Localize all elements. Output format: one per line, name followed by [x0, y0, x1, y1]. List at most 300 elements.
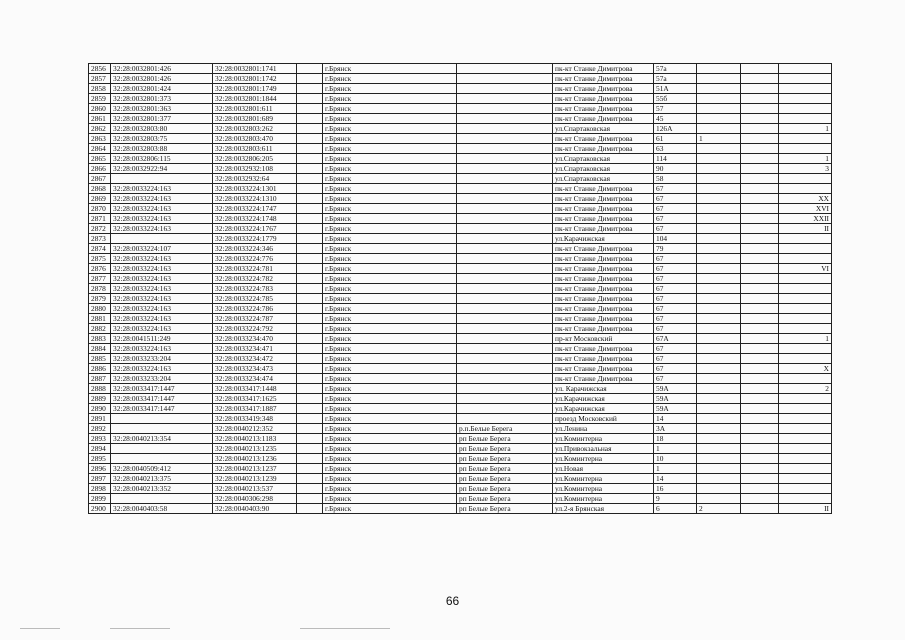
- blank-cell-cell: [297, 444, 323, 454]
- building-cell: [697, 334, 741, 344]
- parcel-cadastral-number-cell: 32:28:0033224:163: [111, 364, 213, 374]
- building-cell: [697, 74, 741, 84]
- apartment-cell: [779, 424, 832, 434]
- locality-cell: рп Белые Берега: [457, 464, 553, 474]
- building-cell: 2: [697, 504, 741, 514]
- row-number-cell: 2857: [89, 74, 111, 84]
- row-number-cell: 2881: [89, 314, 111, 324]
- table-row: [89, 274, 832, 284]
- apartment-cell: [779, 114, 832, 124]
- blank-cell-cell: [297, 404, 323, 414]
- street-cell: пк-кт Станке Димитрова: [553, 144, 654, 154]
- apartment-cell: [779, 244, 832, 254]
- house-number-cell: 67: [654, 254, 697, 264]
- city-cell: г.Брянск: [323, 244, 457, 254]
- locality-cell: [457, 414, 553, 424]
- city-cell: г.Брянск: [323, 264, 457, 274]
- apartment-cell: [779, 404, 832, 414]
- locality-cell: [457, 364, 553, 374]
- locality-cell: [457, 294, 553, 304]
- table-row: [89, 114, 832, 124]
- street-cell: пк-кт Станке Димитрова: [553, 284, 654, 294]
- street-cell: ул.Спартаковская: [553, 154, 654, 164]
- city-cell: г.Брянск: [323, 204, 457, 214]
- building-cell: [697, 194, 741, 204]
- locality-cell: [457, 264, 553, 274]
- blank-cell-cell: [297, 374, 323, 384]
- object-cadastral-number-cell: 32:28:0033224:792: [213, 324, 297, 334]
- blank-cell-cell: [297, 124, 323, 134]
- parcel-cadastral-number-cell: 32:28:0033417:1447: [111, 404, 213, 414]
- table-row: [89, 304, 832, 314]
- apartment-cell: [779, 394, 832, 404]
- locality-cell: [457, 324, 553, 334]
- table-row: [89, 444, 832, 454]
- table-row: [89, 294, 832, 304]
- locality-cell: [457, 384, 553, 394]
- table-row: [89, 364, 832, 374]
- blank-cell-cell: [297, 384, 323, 394]
- locality-cell: [457, 274, 553, 284]
- parcel-cadastral-number-cell: 32:28:0033233:204: [111, 354, 213, 364]
- blank-cell-cell: [297, 114, 323, 124]
- structure-cell: [741, 434, 779, 444]
- apartment-cell: [779, 304, 832, 314]
- house-number-cell: 67: [654, 214, 697, 224]
- parcel-cadastral-number-cell: [111, 234, 213, 244]
- object-cadastral-number-cell: 32:28:0033417:1625: [213, 394, 297, 404]
- apartment-cell: II: [779, 504, 832, 514]
- row-number-cell: 2883: [89, 334, 111, 344]
- structure-cell: [741, 134, 779, 144]
- parcel-cadastral-number-cell: [111, 454, 213, 464]
- house-number-cell: 45: [654, 114, 697, 124]
- city-cell: г.Брянск: [323, 454, 457, 464]
- object-cadastral-number-cell: 32:28:0033224:783: [213, 284, 297, 294]
- structure-cell: [741, 384, 779, 394]
- house-number-cell: 114: [654, 154, 697, 164]
- structure-cell: [741, 494, 779, 504]
- object-cadastral-number-cell: 32:28:0032801:1741: [213, 64, 297, 74]
- blank-cell-cell: [297, 284, 323, 294]
- table-row: [89, 84, 832, 94]
- object-cadastral-number-cell: 32:28:0033224:786: [213, 304, 297, 314]
- page-number: 66: [445, 594, 460, 608]
- locality-cell: р.п.Белые Берега: [457, 424, 553, 434]
- building-cell: [697, 384, 741, 394]
- blank-cell-cell: [297, 224, 323, 234]
- table-row: [89, 94, 832, 104]
- apartment-cell: [779, 444, 832, 454]
- object-cadastral-number-cell: 32:28:0032803:262: [213, 124, 297, 134]
- parcel-cadastral-number-cell: 32:28:0032801:424: [111, 84, 213, 94]
- row-number-cell: 2885: [89, 354, 111, 364]
- house-number-cell: 126А: [654, 124, 697, 134]
- row-number-cell: 2863: [89, 134, 111, 144]
- street-cell: пк-кт Станке Димитрова: [553, 294, 654, 304]
- house-number-cell: 59А: [654, 384, 697, 394]
- blank-cell-cell: [297, 344, 323, 354]
- structure-cell: [741, 424, 779, 434]
- table-row: [89, 404, 832, 414]
- street-cell: ул.Новая: [553, 464, 654, 474]
- building-cell: [697, 404, 741, 414]
- building-cell: [697, 484, 741, 494]
- parcel-cadastral-number-cell: 32:28:0032803:88: [111, 144, 213, 154]
- object-cadastral-number-cell: 32:28:0032801:1749: [213, 84, 297, 94]
- blank-cell-cell: [297, 174, 323, 184]
- city-cell: г.Брянск: [323, 304, 457, 314]
- parcel-cadastral-number-cell: [111, 444, 213, 454]
- city-cell: г.Брянск: [323, 394, 457, 404]
- object-cadastral-number-cell: 32:28:0033234:473: [213, 364, 297, 374]
- street-cell: пк-кт Станке Димитрова: [553, 134, 654, 144]
- city-cell: г.Брянск: [323, 194, 457, 204]
- blank-cell-cell: [297, 74, 323, 84]
- apartment-cell: [779, 454, 832, 464]
- object-cadastral-number-cell: 32:28:0033234:472: [213, 354, 297, 364]
- building-cell: [697, 444, 741, 454]
- street-cell: ул.Спартаковская: [553, 174, 654, 184]
- street-cell: пк-кт Станке Димитрова: [553, 114, 654, 124]
- house-number-cell: 59А: [654, 404, 697, 414]
- building-cell: [697, 324, 741, 334]
- structure-cell: [741, 504, 779, 514]
- locality-cell: [457, 224, 553, 234]
- blank-cell-cell: [297, 464, 323, 474]
- street-cell: пк-кт Станке Димитрова: [553, 314, 654, 324]
- street-cell: ул.Карачижская: [553, 234, 654, 244]
- building-cell: [697, 94, 741, 104]
- locality-cell: рп Белые Берега: [457, 474, 553, 484]
- row-number-cell: 2877: [89, 274, 111, 284]
- city-cell: г.Брянск: [323, 294, 457, 304]
- apartment-cell: [779, 354, 832, 364]
- street-cell: ул. Карачижская: [553, 384, 654, 394]
- building-cell: [697, 394, 741, 404]
- apartment-cell: [779, 144, 832, 154]
- house-number-cell: 9: [654, 494, 697, 504]
- table-row: [89, 144, 832, 154]
- street-cell: пк-кт Станке Димитрова: [553, 84, 654, 94]
- structure-cell: [741, 64, 779, 74]
- building-cell: [697, 364, 741, 374]
- locality-cell: [457, 204, 553, 214]
- apartment-cell: XVI: [779, 204, 832, 214]
- table-row: [89, 74, 832, 84]
- city-cell: г.Брянск: [323, 474, 457, 484]
- structure-cell: [741, 154, 779, 164]
- house-number-cell: 67: [654, 294, 697, 304]
- city-cell: г.Брянск: [323, 484, 457, 494]
- row-number-cell: 2878: [89, 284, 111, 294]
- parcel-cadastral-number-cell: 32:28:0033224:163: [111, 224, 213, 234]
- row-number-cell: 2896: [89, 464, 111, 474]
- locality-cell: [457, 164, 553, 174]
- blank-cell-cell: [297, 254, 323, 264]
- house-number-cell: 67: [654, 374, 697, 384]
- table-row: [89, 264, 832, 274]
- building-cell: [697, 214, 741, 224]
- blank-cell-cell: [297, 414, 323, 424]
- locality-cell: [457, 174, 553, 184]
- house-number-cell: 3А: [654, 424, 697, 434]
- street-cell: пк-кт Станке Димитрова: [553, 254, 654, 264]
- house-number-cell: 58: [654, 174, 697, 184]
- blank-cell-cell: [297, 164, 323, 174]
- blank-cell-cell: [297, 454, 323, 464]
- structure-cell: [741, 464, 779, 474]
- street-cell: проезд Московский: [553, 414, 654, 424]
- object-cadastral-number-cell: 32:28:0033224:1748: [213, 214, 297, 224]
- structure-cell: [741, 274, 779, 284]
- city-cell: г.Брянск: [323, 104, 457, 114]
- locality-cell: [457, 254, 553, 264]
- blank-cell-cell: [297, 484, 323, 494]
- structure-cell: [741, 114, 779, 124]
- locality-cell: рп Белые Берега: [457, 444, 553, 454]
- street-cell: пк-кт Станке Димитрова: [553, 274, 654, 284]
- city-cell: г.Брянск: [323, 404, 457, 414]
- row-number-cell: 2865: [89, 154, 111, 164]
- table-row: [89, 384, 832, 394]
- house-number-cell: 67: [654, 224, 697, 234]
- building-cell: [697, 314, 741, 324]
- blank-cell-cell: [297, 134, 323, 144]
- city-cell: г.Брянск: [323, 254, 457, 264]
- city-cell: г.Брянск: [323, 344, 457, 354]
- object-cadastral-number-cell: 32:28:0033224:1747: [213, 204, 297, 214]
- house-number-cell: 90: [654, 164, 697, 174]
- structure-cell: [741, 484, 779, 494]
- structure-cell: [741, 344, 779, 354]
- building-cell: [697, 304, 741, 314]
- parcel-cadastral-number-cell: 32:28:0032803:75: [111, 134, 213, 144]
- structure-cell: [741, 394, 779, 404]
- building-cell: [697, 114, 741, 124]
- row-number-cell: 2892: [89, 424, 111, 434]
- apartment-cell: 3: [779, 164, 832, 174]
- street-cell: ул.Карачижская: [553, 394, 654, 404]
- city-cell: г.Брянск: [323, 424, 457, 434]
- apartment-cell: [779, 344, 832, 354]
- city-cell: г.Брянск: [323, 114, 457, 124]
- street-cell: ул.2-я Брянская: [553, 504, 654, 514]
- house-number-cell: 55б: [654, 94, 697, 104]
- table-row: [89, 224, 832, 234]
- city-cell: г.Брянск: [323, 144, 457, 154]
- parcel-cadastral-number-cell: [111, 414, 213, 424]
- apartment-cell: [779, 294, 832, 304]
- parcel-cadastral-number-cell: 32:28:0040403:58: [111, 504, 213, 514]
- house-number-cell: 51А: [654, 84, 697, 94]
- house-number-cell: 18: [654, 434, 697, 444]
- building-cell: [697, 244, 741, 254]
- object-cadastral-number-cell: 32:28:0040403:90: [213, 504, 297, 514]
- city-cell: г.Брянск: [323, 154, 457, 164]
- street-cell: пк-кт Станке Димитрова: [553, 74, 654, 84]
- apartment-cell: [779, 84, 832, 94]
- parcel-cadastral-number-cell: 32:28:0032801:363: [111, 104, 213, 114]
- structure-cell: [741, 84, 779, 94]
- row-number-cell: 2868: [89, 184, 111, 194]
- apartment-cell: VI: [779, 264, 832, 274]
- locality-cell: [457, 404, 553, 414]
- locality-cell: [457, 194, 553, 204]
- row-number-cell: 2856: [89, 64, 111, 74]
- apartment-cell: 1: [779, 334, 832, 344]
- blank-cell-cell: [297, 214, 323, 224]
- street-cell: пк-кт Станке Димитрова: [553, 324, 654, 334]
- object-cadastral-number-cell: 32:28:0032932:108: [213, 164, 297, 174]
- city-cell: г.Брянск: [323, 284, 457, 294]
- street-cell: ул.Коминтерна: [553, 474, 654, 484]
- table-row: [89, 484, 832, 494]
- street-cell: ул.Коминтерна: [553, 484, 654, 494]
- building-cell: [697, 84, 741, 94]
- locality-cell: [457, 114, 553, 124]
- building-cell: 1: [697, 134, 741, 144]
- structure-cell: [741, 204, 779, 214]
- blank-cell-cell: [297, 144, 323, 154]
- table-row: [89, 234, 832, 244]
- table-row: [89, 454, 832, 464]
- building-cell: [697, 434, 741, 444]
- parcel-cadastral-number-cell: 32:28:0032806:115: [111, 154, 213, 164]
- structure-cell: [741, 264, 779, 274]
- row-number-cell: 2879: [89, 294, 111, 304]
- row-number-cell: 2895: [89, 454, 111, 464]
- object-cadastral-number-cell: 32:28:0033234:471: [213, 344, 297, 354]
- house-number-cell: 14: [654, 414, 697, 424]
- street-cell: ул.Коминтерна: [553, 434, 654, 444]
- structure-cell: [741, 474, 779, 484]
- blank-cell-cell: [297, 474, 323, 484]
- structure-cell: [741, 174, 779, 184]
- structure-cell: [741, 124, 779, 134]
- structure-cell: [741, 294, 779, 304]
- blank-cell-cell: [297, 84, 323, 94]
- building-cell: [697, 474, 741, 484]
- object-cadastral-number-cell: 32:28:0033224:1779: [213, 234, 297, 244]
- locality-cell: [457, 64, 553, 74]
- building-cell: [697, 344, 741, 354]
- blank-cell-cell: [297, 194, 323, 204]
- building-cell: [697, 414, 741, 424]
- object-cadastral-number-cell: 32:28:0040213:1183: [213, 434, 297, 444]
- row-number-cell: 2894: [89, 444, 111, 454]
- street-cell: пк-кт Станке Димитрова: [553, 264, 654, 274]
- apartment-cell: XXII: [779, 214, 832, 224]
- building-cell: [697, 164, 741, 174]
- city-cell: г.Брянск: [323, 504, 457, 514]
- apartment-cell: [779, 434, 832, 444]
- building-cell: [697, 494, 741, 504]
- scan-artifact: [110, 628, 170, 629]
- locality-cell: [457, 334, 553, 344]
- row-number-cell: 2898: [89, 484, 111, 494]
- house-number-cell: 1: [654, 464, 697, 474]
- house-number-cell: 67: [654, 344, 697, 354]
- parcel-cadastral-number-cell: 32:28:0033224:163: [111, 264, 213, 274]
- parcel-cadastral-number-cell: 32:28:0033224:163: [111, 194, 213, 204]
- apartment-cell: [779, 184, 832, 194]
- structure-cell: [741, 324, 779, 334]
- table-row: [89, 214, 832, 224]
- building-cell: [697, 184, 741, 194]
- street-cell: пк-кт Станке Димитрова: [553, 364, 654, 374]
- structure-cell: [741, 314, 779, 324]
- parcel-cadastral-number-cell: 32:28:0040213:352: [111, 484, 213, 494]
- blank-cell-cell: [297, 364, 323, 374]
- structure-cell: [741, 164, 779, 174]
- parcel-cadastral-number-cell: 32:28:0033224:163: [111, 324, 213, 334]
- locality-cell: [457, 104, 553, 114]
- object-cadastral-number-cell: 32:28:0033224:1767: [213, 224, 297, 234]
- city-cell: г.Брянск: [323, 234, 457, 244]
- street-cell: ул.Коминтерна: [553, 454, 654, 464]
- object-cadastral-number-cell: 32:28:0033224:1301: [213, 184, 297, 194]
- locality-cell: рп Белые Берега: [457, 494, 553, 504]
- blank-cell-cell: [297, 234, 323, 244]
- city-cell: г.Брянск: [323, 374, 457, 384]
- table-row: [89, 504, 832, 514]
- row-number-cell: 2864: [89, 144, 111, 154]
- locality-cell: [457, 144, 553, 154]
- table-row: [89, 244, 832, 254]
- street-cell: пк-кт Станке Димитрова: [553, 194, 654, 204]
- building-cell: [697, 124, 741, 134]
- locality-cell: [457, 124, 553, 134]
- locality-cell: [457, 354, 553, 364]
- locality-cell: [457, 74, 553, 84]
- table-row: [89, 104, 832, 114]
- house-number-cell: 63: [654, 144, 697, 154]
- property-register-table: [88, 63, 832, 514]
- structure-cell: [741, 454, 779, 464]
- house-number-cell: 67: [654, 324, 697, 334]
- structure-cell: [741, 364, 779, 374]
- row-number-cell: 2890: [89, 404, 111, 414]
- house-number-cell: 67: [654, 274, 697, 284]
- row-number-cell: 2874: [89, 244, 111, 254]
- blank-cell-cell: [297, 94, 323, 104]
- street-cell: пк-кт Станке Димитрова: [553, 224, 654, 234]
- object-cadastral-number-cell: 32:28:0040306:298: [213, 494, 297, 504]
- structure-cell: [741, 374, 779, 384]
- house-number-cell: 16: [654, 484, 697, 494]
- city-cell: г.Брянск: [323, 464, 457, 474]
- building-cell: [697, 454, 741, 464]
- apartment-cell: 1: [779, 154, 832, 164]
- street-cell: пк-кт Станке Димитрова: [553, 64, 654, 74]
- building-cell: [697, 254, 741, 264]
- city-cell: г.Брянск: [323, 334, 457, 344]
- house-number-cell: 14: [654, 474, 697, 484]
- building-cell: [697, 104, 741, 114]
- parcel-cadastral-number-cell: 32:28:0032803:80: [111, 124, 213, 134]
- blank-cell-cell: [297, 334, 323, 344]
- building-cell: [697, 374, 741, 384]
- locality-cell: [457, 184, 553, 194]
- locality-cell: [457, 374, 553, 384]
- table-row: [89, 344, 832, 354]
- street-cell: пк-кт Станке Димитрова: [553, 304, 654, 314]
- street-cell: пр-кт Московский: [553, 334, 654, 344]
- structure-cell: [741, 414, 779, 424]
- city-cell: г.Брянск: [323, 94, 457, 104]
- object-cadastral-number-cell: 32:28:0033224:1310: [213, 194, 297, 204]
